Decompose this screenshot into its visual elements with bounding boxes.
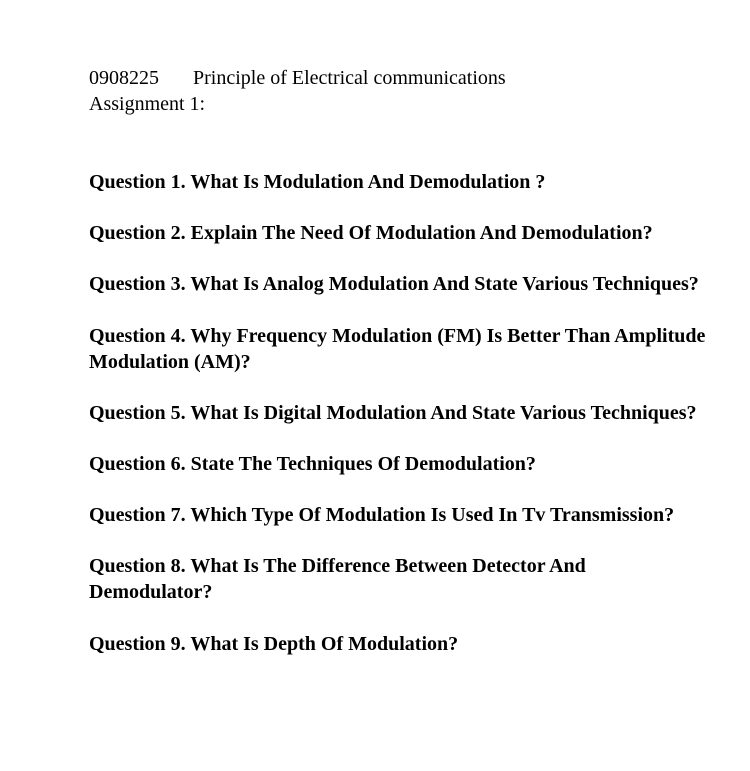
question-list <box>89 169 709 657</box>
course-header <box>89 65 709 91</box>
question-3: Question 3. What Is Analog Modulation And State Various Techniques? <box>89 273 699 296</box>
assignment-title: Assignment 1: <box>89 93 206 115</box>
question-2: Question 2. Explain The Need Of Modulation And Demodulation? <box>89 222 653 245</box>
question-5: Question 5. What Is Digital Modulation And State Various Techniques? <box>89 401 697 424</box>
course-title: Principle of Electrical communications <box>193 67 506 89</box>
course-code: 0908225 <box>89 67 159 89</box>
question-7: Question 7. Which Type Of Modulation Is Used In Tv Transmission? <box>89 504 675 527</box>
question-4: Question 4. Why Frequency Modulation (FM) Is Better Than Amplitude Modulation (AM)? <box>89 324 706 373</box>
question-1: Question 1. What Is Modulation And Demodulation ? <box>89 171 546 193</box>
document-page <box>89 0 709 682</box>
question-9: Question 9. What Is Depth Of Modulation? <box>89 632 459 655</box>
question-6: Question 6. State The Techniques Of Demodulation? <box>89 452 536 475</box>
question-8: Question 8. What Is The Difference Between Detector And Demodulator? <box>89 555 586 604</box>
